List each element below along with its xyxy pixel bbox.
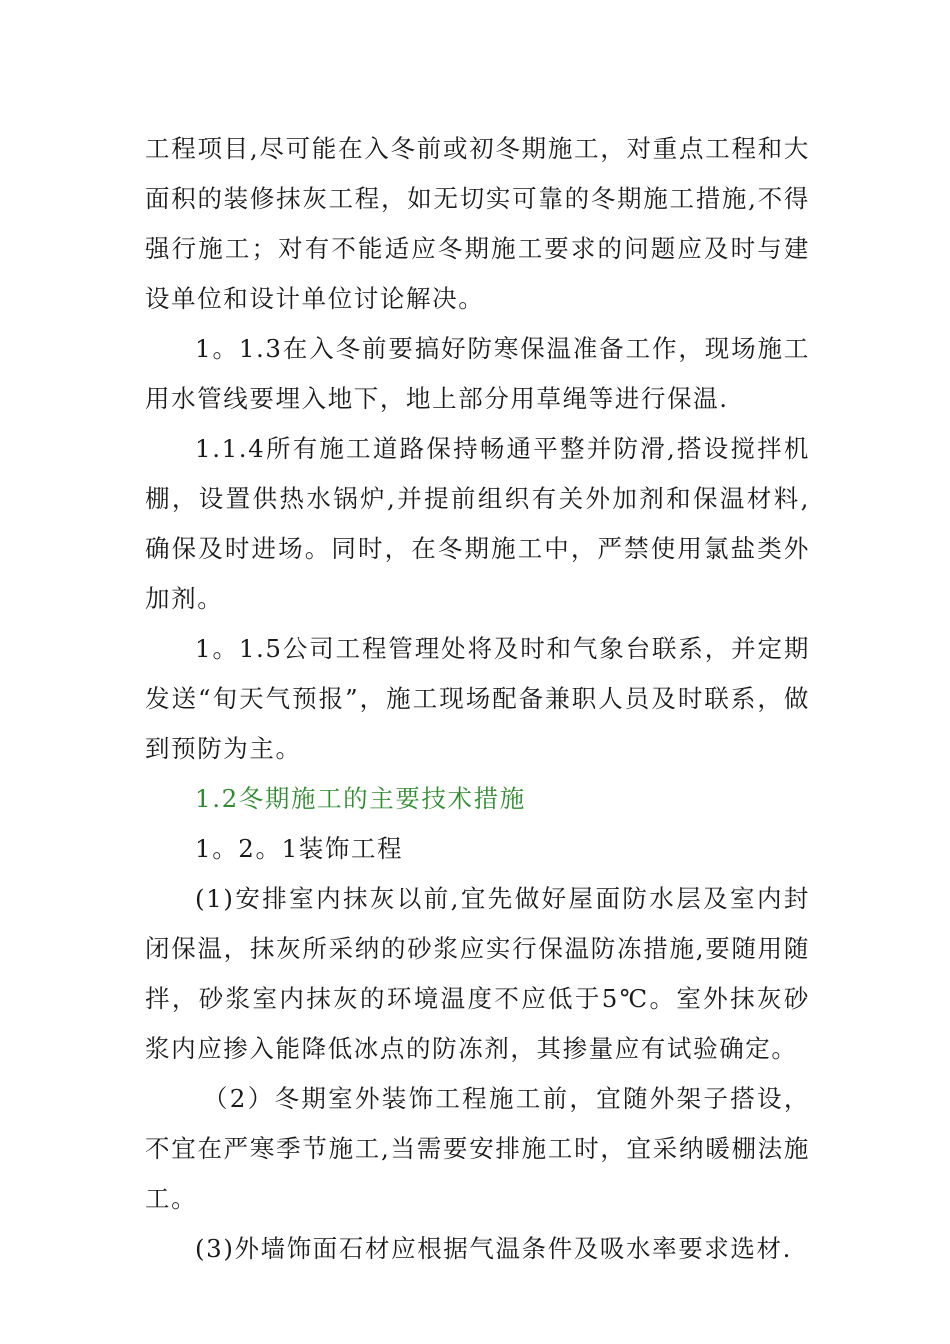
paragraph-item-2: （2）冬期室外装饰工程施工前，宜随外架子搭设，不宜在严寒季节施工,当需要安排施工时，宜采纳暖棚法施工。 xyxy=(145,1084,810,1213)
paragraph-1-1-4: 1.1.4所有施工道路保持畅通平整并防滑,搭设搅拌机棚，设置供热水锅炉,并提前组织有关外加剂和保温材料,确保及时进场。同时，在冬期施工中，严禁使用氯盐类外加剂。 xyxy=(145,434,810,613)
paragraph-item-1: (1)安排室内抹灰以前,宜先做好屋面防水层及室内封闭保温，抹灰所采纳的砂浆应实行保温防冻措施,要随用随拌，砂浆室内抹灰的环境温度不应低于5℃。室外抹灰砂浆内应掺入能降低冰点的防冻剂，其掺量应有试验确定。 xyxy=(145,884,810,1063)
paragraph-item-3: (3)外墙饰面石材应根据气温条件及吸水率要求选材. xyxy=(195,1234,792,1263)
document-body xyxy=(145,124,810,1274)
section-heading-1-2: 1.2冬期施工的主要技术措施 xyxy=(195,784,526,813)
paragraph-1-1-3: 1。1.3在入冬前要搞好防寒保温准备工作，现场施工用水管线要埋入地下，地上部分用草绳等进行保温. xyxy=(145,334,810,413)
subsection-heading-1-2-1: 1。2。1装饰工程 xyxy=(195,834,404,863)
paragraph-1-1-5: 1。1.5公司工程管理处将及时和气象台联系，并定期发送“旬天气预报”，施工现场配备兼职人员及时联系，做到预防为主。 xyxy=(145,634,810,763)
paragraph-continuation: 工程项目,尽可能在入冬前或初冬期施工，对重点工程和大面积的装修抹灰工程，如无切实可靠的冬期施工措施,不得强行施工；对有不能适应冬期施工要求的问题应及时与建设单位和设计单位讨论解决。 xyxy=(145,134,810,313)
